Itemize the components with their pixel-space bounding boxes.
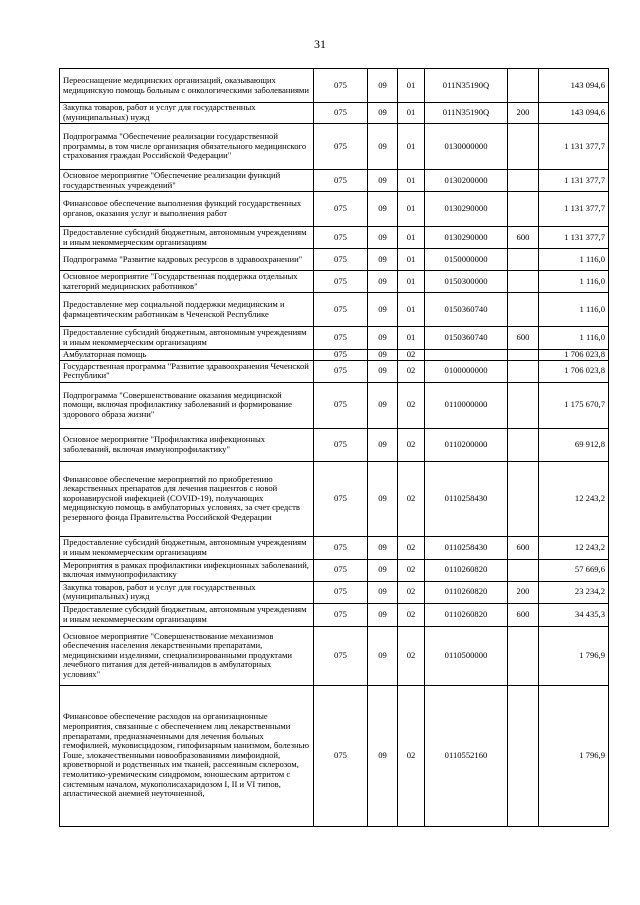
row-ministry-code: 075 xyxy=(314,124,368,170)
row-name: Предоставление субсидий бюджетным, автономным учреждениям и иным некоммерческим организациям xyxy=(60,536,314,559)
row-ministry-code: 075 xyxy=(314,170,368,192)
table-row xyxy=(60,461,609,536)
row-expense-type xyxy=(508,626,539,685)
row-section: 09 xyxy=(368,536,398,559)
row-name: Основное мероприятие "Государственная поддержка отдельных категорий медицинских работников" xyxy=(60,271,314,293)
row-target-item: 0110500000 xyxy=(425,626,508,685)
row-amount: 1 131 377,7 xyxy=(539,170,609,192)
budget-table xyxy=(59,68,609,827)
row-expense-type: 600 xyxy=(508,327,539,350)
row-name: Закупка товаров, работ и услуг для государственных (муниципальных) нужд xyxy=(60,103,314,124)
row-ministry-code: 075 xyxy=(314,626,368,685)
row-target-item: 0110260820 xyxy=(425,603,508,626)
row-target-item: 0110258430 xyxy=(425,461,508,536)
row-name: Подпрограмма "Развитие кадровых ресурсов в здравоохранении" xyxy=(60,249,314,271)
row-section: 09 xyxy=(368,581,398,603)
row-ministry-code: 075 xyxy=(314,382,368,428)
table-row xyxy=(60,559,609,581)
row-section: 09 xyxy=(368,124,398,170)
row-ministry-code: 075 xyxy=(314,685,368,826)
table-row xyxy=(60,360,609,382)
row-target-item: 0110200000 xyxy=(425,428,508,461)
row-subsection: 02 xyxy=(398,603,425,626)
row-ministry-code: 075 xyxy=(314,360,368,382)
row-amount: 1 131 377,7 xyxy=(539,124,609,170)
row-expense-type: 200 xyxy=(508,103,539,124)
table-row xyxy=(60,350,609,361)
table-row xyxy=(60,124,609,170)
row-subsection: 01 xyxy=(398,170,425,192)
row-amount: 1 116,0 xyxy=(539,271,609,293)
table-row xyxy=(60,626,609,685)
table-row xyxy=(60,192,609,227)
row-amount: 1 796,9 xyxy=(539,626,609,685)
row-subsection: 01 xyxy=(398,192,425,227)
table-row xyxy=(60,293,609,327)
row-section: 09 xyxy=(368,428,398,461)
row-ministry-code: 075 xyxy=(314,559,368,581)
table-row xyxy=(60,536,609,559)
row-subsection: 01 xyxy=(398,227,425,249)
table-row xyxy=(60,249,609,271)
row-target-item: 0130000000 xyxy=(425,124,508,170)
row-name: Предоставление субсидий бюджетным, автономным учреждениям и иным некоммерческим организациям xyxy=(60,227,314,249)
row-amount: 57 669,6 xyxy=(539,559,609,581)
row-name: Основное мероприятие "Совершенствование механизмов обеспечения населения лекарственными препаратами, медицинскими изделиями, специализированными продуктами лечебного питания для детей-инвалидов в амбулаторных условиях" xyxy=(60,626,314,685)
row-target-item: 0150300000 xyxy=(425,271,508,293)
row-subsection: 01 xyxy=(398,103,425,124)
row-name: Подпрограмма "Совершенствование оказания медицинской помощи, включая профилактику заболеваний и формирование здорового образа жизни" xyxy=(60,382,314,428)
row-subsection: 01 xyxy=(398,124,425,170)
row-name: Финансовое обеспечение выполнения функций государственных органов, оказания услуг и выполнения работ xyxy=(60,192,314,227)
row-amount: 12 243,2 xyxy=(539,536,609,559)
row-amount: 1 706 023,8 xyxy=(539,350,609,361)
row-amount: 1 131 377,7 xyxy=(539,227,609,249)
budget-table-body xyxy=(60,69,609,827)
row-subsection: 01 xyxy=(398,69,425,103)
row-section: 09 xyxy=(368,249,398,271)
row-name: Предоставление субсидий бюджетным, автономным учреждениям и иным некоммерческим организациям xyxy=(60,327,314,350)
row-section: 09 xyxy=(368,192,398,227)
row-ministry-code: 075 xyxy=(314,428,368,461)
row-section: 09 xyxy=(368,461,398,536)
row-section: 09 xyxy=(368,227,398,249)
row-subsection: 01 xyxy=(398,249,425,271)
row-subsection: 01 xyxy=(398,271,425,293)
row-section: 09 xyxy=(368,327,398,350)
row-name: Основное мероприятие "Обеспечение реализации функций государственных учреждений" xyxy=(60,170,314,192)
row-name: Мероприятия в рамках профилактики инфекционных заболеваний, включая иммунопрофилактику xyxy=(60,559,314,581)
row-amount: 1 116,0 xyxy=(539,293,609,327)
row-section: 09 xyxy=(368,603,398,626)
row-amount: 143 094,6 xyxy=(539,103,609,124)
row-name: Предоставление мер социальной поддержки медицинским и фармацевтическим работникам в Чеченской Республике xyxy=(60,293,314,327)
row-amount: 1 796,9 xyxy=(539,685,609,826)
row-section: 09 xyxy=(368,293,398,327)
row-subsection: 02 xyxy=(398,360,425,382)
row-subsection: 02 xyxy=(398,626,425,685)
row-target-item: 0100000000 xyxy=(425,360,508,382)
row-name: Амбулаторная помощь xyxy=(60,350,314,361)
row-expense-type xyxy=(508,293,539,327)
row-subsection: 02 xyxy=(398,581,425,603)
row-name: Финансовое обеспечение расходов на организационные мероприятия, связанные с обеспечением лиц лекарственными препаратами, предназначенными для лечения больных гемофилией, муковисцидозом, гипофизарным нанизмом, болезнью Гоше, злокачественными новообразованиями лимфоидной, кроветворной и родственных им тканей, рассеянным склерозом, гемолитико-уремическим синдромом, юношеским артритом с системным началом, мукополисахаридозом I, II и VI типов, апластической анемией неуточненной, xyxy=(60,685,314,826)
table-row xyxy=(60,581,609,603)
row-target-item: 0110258430 xyxy=(425,536,508,559)
row-ministry-code: 075 xyxy=(314,536,368,559)
row-target-item: 0130290000 xyxy=(425,192,508,227)
row-target-item: 011N35190Q xyxy=(425,103,508,124)
row-ministry-code: 075 xyxy=(314,69,368,103)
row-section: 09 xyxy=(368,350,398,361)
table-row xyxy=(60,271,609,293)
row-ministry-code: 075 xyxy=(314,293,368,327)
row-name: Подпрограмма "Обеспечение реализации государственной программы, в том числе организация обязательного медицинского страхования граждан Российской Федерации" xyxy=(60,124,314,170)
row-ministry-code: 075 xyxy=(314,350,368,361)
row-expense-type xyxy=(508,461,539,536)
row-subsection: 02 xyxy=(398,350,425,361)
row-subsection: 02 xyxy=(398,536,425,559)
row-amount: 1 131 377,7 xyxy=(539,192,609,227)
row-target-item: 0110000000 xyxy=(425,382,508,428)
row-name: Основное мероприятие "Профилактика инфекционных заболеваний, включая иммунопрофилактику" xyxy=(60,428,314,461)
row-name: Переоснащение медицинских организаций, оказывающих медицинскую помощь больным с онкологическими заболеваниями xyxy=(60,69,314,103)
row-section: 09 xyxy=(368,170,398,192)
table-row xyxy=(60,170,609,192)
row-subsection: 01 xyxy=(398,293,425,327)
row-target-item: 0110552160 xyxy=(425,685,508,826)
row-section: 09 xyxy=(368,69,398,103)
row-section: 09 xyxy=(368,559,398,581)
row-ministry-code: 075 xyxy=(314,327,368,350)
row-ministry-code: 075 xyxy=(314,461,368,536)
row-expense-type xyxy=(508,350,539,361)
row-ministry-code: 075 xyxy=(314,581,368,603)
row-amount: 1 116,0 xyxy=(539,327,609,350)
row-target-item: 0150360740 xyxy=(425,327,508,350)
table-row xyxy=(60,685,609,826)
row-name: Финансовое обеспечение мероприятий по приобретению лекарственных препаратов для лечения пациентов с новой коронавирусной инфекцией (COVID-19), получающих медицинскую помощь в амбулаторных условиях, за счет средств резервного фонда Правительства Российской Федерации xyxy=(60,461,314,536)
row-target-item: 011N35190Q xyxy=(425,69,508,103)
row-expense-type xyxy=(508,124,539,170)
row-subsection: 01 xyxy=(398,327,425,350)
row-ministry-code: 075 xyxy=(314,192,368,227)
row-ministry-code: 075 xyxy=(314,271,368,293)
row-amount: 34 435,3 xyxy=(539,603,609,626)
row-section: 09 xyxy=(368,382,398,428)
row-expense-type xyxy=(508,685,539,826)
row-name: Государственная программа "Развитие здравоохранения Чеченской Республики" xyxy=(60,360,314,382)
row-ministry-code: 075 xyxy=(314,603,368,626)
table-row xyxy=(60,69,609,103)
row-expense-type: 600 xyxy=(508,603,539,626)
row-amount: 143 094,6 xyxy=(539,69,609,103)
row-subsection: 02 xyxy=(398,461,425,536)
row-subsection: 02 xyxy=(398,559,425,581)
row-amount: 1 116,0 xyxy=(539,249,609,271)
table-row xyxy=(60,327,609,350)
row-section: 09 xyxy=(368,271,398,293)
table-row xyxy=(60,428,609,461)
page-number: 31 xyxy=(314,37,326,51)
row-target-item xyxy=(425,350,508,361)
row-target-item: 0130200000 xyxy=(425,170,508,192)
row-section: 09 xyxy=(368,626,398,685)
row-subsection: 02 xyxy=(398,685,425,826)
row-target-item: 0110260820 xyxy=(425,559,508,581)
table-row xyxy=(60,103,609,124)
row-expense-type: 600 xyxy=(508,536,539,559)
row-expense-type: 200 xyxy=(508,581,539,603)
table-row xyxy=(60,603,609,626)
row-amount: 1 175 670,7 xyxy=(539,382,609,428)
row-amount: 23 234,2 xyxy=(539,581,609,603)
row-subsection: 02 xyxy=(398,428,425,461)
row-section: 09 xyxy=(368,685,398,826)
row-expense-type xyxy=(508,559,539,581)
row-expense-type: 600 xyxy=(508,227,539,249)
row-amount: 69 912,8 xyxy=(539,428,609,461)
row-section: 09 xyxy=(368,360,398,382)
row-expense-type xyxy=(508,382,539,428)
row-target-item: 0130290000 xyxy=(425,227,508,249)
row-expense-type xyxy=(508,170,539,192)
row-section: 09 xyxy=(368,103,398,124)
table-row xyxy=(60,227,609,249)
row-expense-type xyxy=(508,69,539,103)
row-amount: 12 243,2 xyxy=(539,461,609,536)
row-target-item: 0110260820 xyxy=(425,581,508,603)
row-ministry-code: 075 xyxy=(314,249,368,271)
row-subsection: 02 xyxy=(398,382,425,428)
row-expense-type xyxy=(508,428,539,461)
row-name: Закупка товаров, работ и услуг для государственных (муниципальных) нужд xyxy=(60,581,314,603)
row-amount: 1 706 023,8 xyxy=(539,360,609,382)
table-row xyxy=(60,382,609,428)
row-target-item: 0150360740 xyxy=(425,293,508,327)
row-target-item: 0150000000 xyxy=(425,249,508,271)
row-expense-type xyxy=(508,249,539,271)
row-expense-type xyxy=(508,271,539,293)
row-expense-type xyxy=(508,360,539,382)
row-ministry-code: 075 xyxy=(314,227,368,249)
row-name: Предоставление субсидий бюджетным, автономным учреждениям и иным некоммерческим организациям xyxy=(60,603,314,626)
row-expense-type xyxy=(508,192,539,227)
row-ministry-code: 075 xyxy=(314,103,368,124)
